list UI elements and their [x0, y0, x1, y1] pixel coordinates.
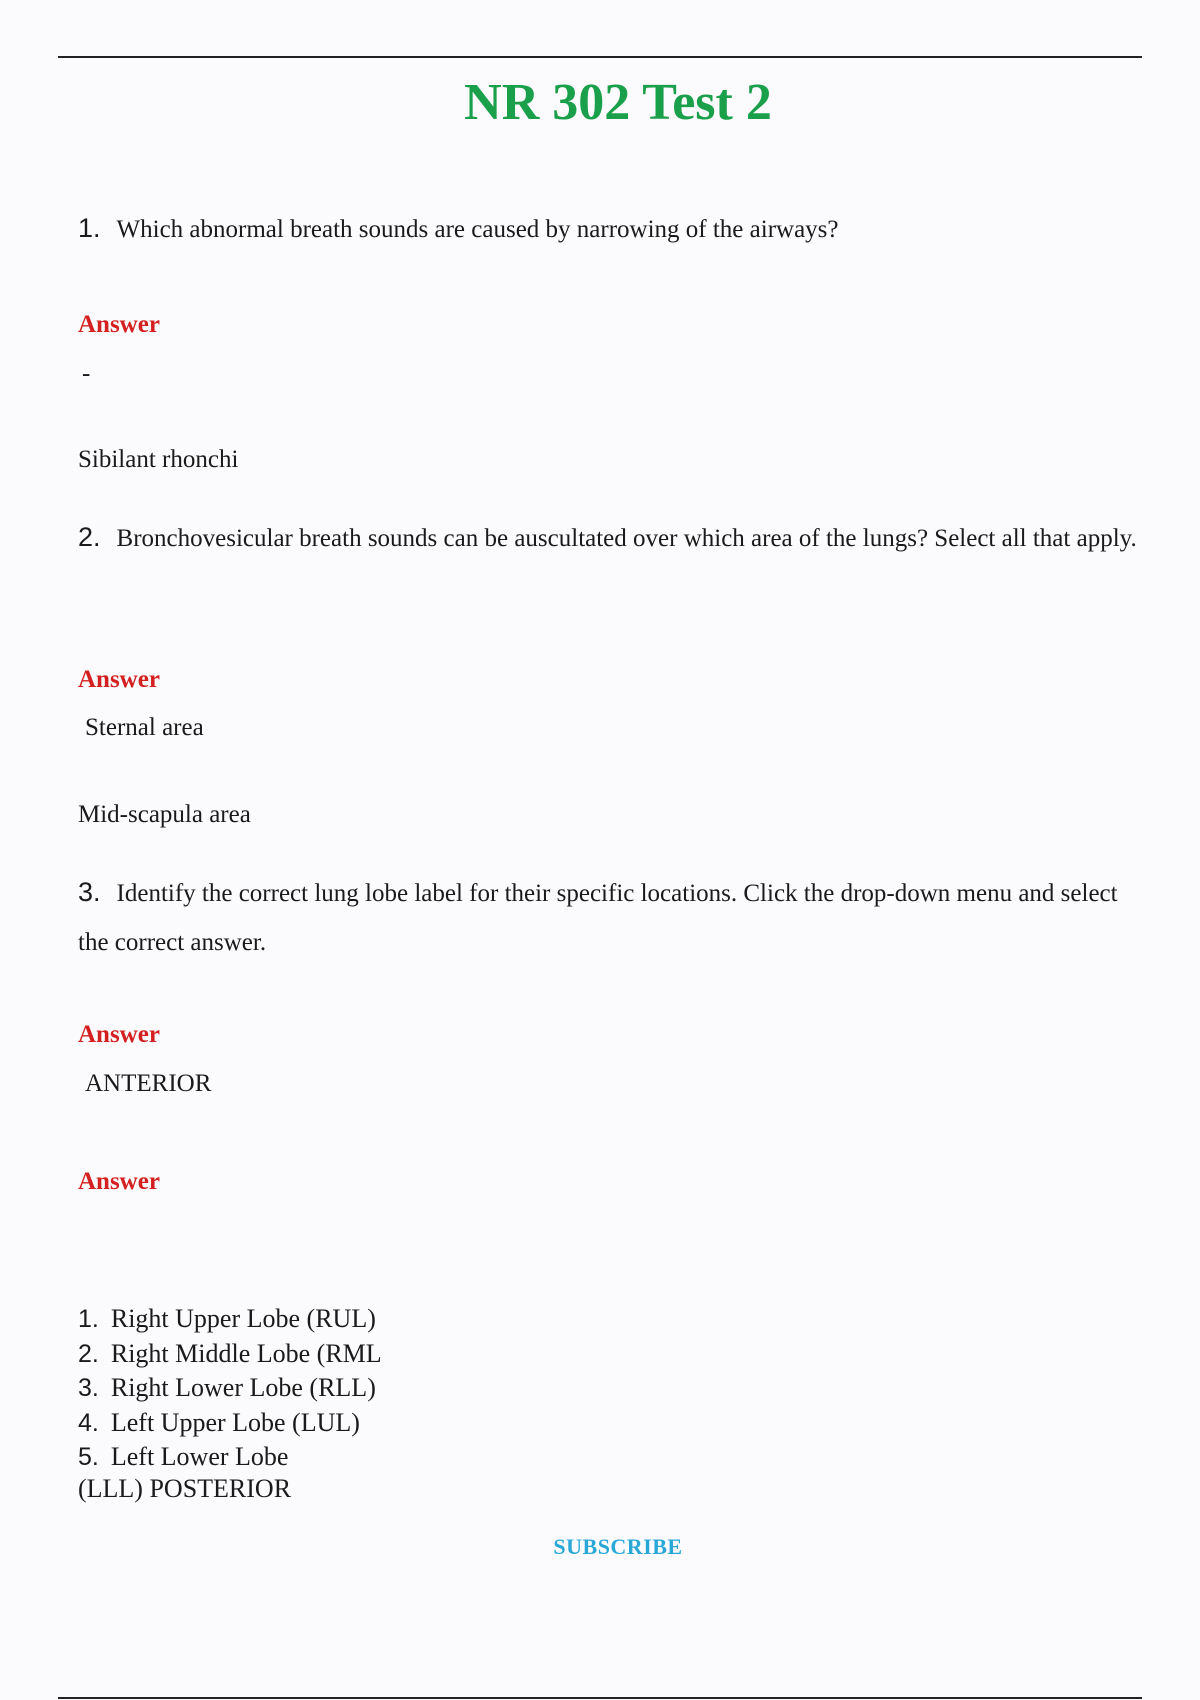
- lung-lobe-list: [78, 1302, 382, 1503]
- answer-2-item-1: Sternal area: [85, 714, 204, 741]
- list-item-number: 4.: [78, 1408, 99, 1437]
- question-3: [78, 868, 1138, 967]
- list-item-label: Left Upper Lobe (LUL): [110, 1407, 360, 1437]
- bottom-rule: [58, 1697, 1142, 1699]
- list-item: [78, 1302, 382, 1337]
- list-continuation: (LLL) POSTERIOR: [78, 1473, 292, 1503]
- list-item-number: 3.: [78, 1374, 99, 1402]
- list-item-label: Right Lower Lobe (RLL): [110, 1373, 376, 1402]
- question-3-number: 3.: [78, 877, 101, 907]
- list-item-label: Left Lower Lobe: [110, 1442, 289, 1471]
- list-item: [78, 1440, 382, 1475]
- answer-label-4: Answer: [78, 1168, 160, 1195]
- question-1-text: Which abnormal breath sounds are caused by narrowing of the airways?: [116, 216, 839, 243]
- list-item-number: 1.: [78, 1305, 99, 1333]
- list-item-label: Right Upper Lobe (RUL): [110, 1304, 376, 1333]
- top-rule: [58, 56, 1142, 58]
- question-2: [78, 513, 1138, 563]
- list-item: [78, 1371, 382, 1406]
- answer-2-item-2: Mid-scapula area: [78, 801, 251, 828]
- answer-label-3: Answer: [78, 1021, 160, 1048]
- question-3-text: Identify the correct lung lobe label for their specific locations. Click the drop-down menu and select the correct answer.: [78, 880, 1118, 956]
- answer-3-text: ANTERIOR: [85, 1070, 212, 1097]
- question-1-number: 1.: [78, 213, 101, 243]
- question-2-number: 2.: [78, 522, 101, 552]
- document-title: NR 302 Test 2: [464, 74, 772, 131]
- list-item-label: Right Middle Lobe (RML: [110, 1338, 382, 1368]
- answer-label-1: Answer: [78, 311, 160, 338]
- list-item-number: 2.: [78, 1339, 99, 1368]
- answer-1-text: Sibilant rhonchi: [78, 446, 239, 473]
- answer-1-marker: -: [82, 360, 91, 387]
- list-item: [78, 1406, 382, 1441]
- subscribe-link[interactable]: SUBSCRIBE: [553, 1534, 683, 1559]
- question-2-text: Bronchovesicular breath sounds can be auscultated over which area of the lungs? Select all that apply.: [116, 525, 1137, 552]
- answer-label-2: Answer: [78, 666, 160, 693]
- question-1: [78, 204, 1138, 254]
- list-item: [78, 1337, 382, 1372]
- list-item-number: 5.: [78, 1443, 99, 1471]
